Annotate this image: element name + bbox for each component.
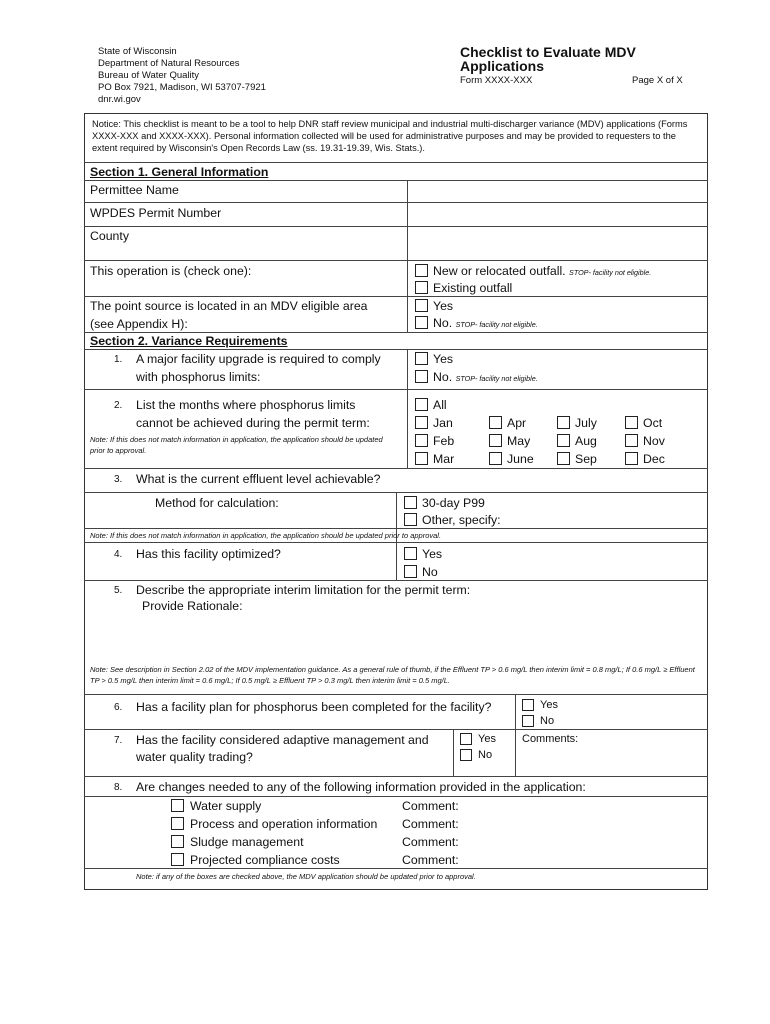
q8-note: Note: if any of the boxes are checked above, the MDV application should be updated prior to approval. bbox=[136, 872, 476, 881]
divider bbox=[84, 796, 708, 797]
agency-line: Department of Natural Resources bbox=[98, 58, 240, 69]
method-label: Method for calculation: bbox=[155, 496, 279, 510]
month-jun-label: June bbox=[507, 452, 534, 466]
q7-yes-checkbox[interactable] bbox=[460, 733, 472, 745]
permittee-name-field[interactable] bbox=[408, 181, 707, 202]
agency-line: PO Box 7921, Madison, WI 53707-7921 bbox=[98, 82, 266, 93]
yes-label: Yes bbox=[540, 699, 558, 711]
form-title: Checklist to Evaluate MDV Applications bbox=[460, 44, 636, 74]
new-outfall-checkbox[interactable] bbox=[415, 264, 428, 277]
divider bbox=[84, 468, 708, 469]
month-apr-label: Apr bbox=[507, 416, 527, 430]
no-label: No bbox=[478, 749, 493, 761]
q8-item-label: Water supply bbox=[190, 799, 262, 813]
agency-address-block bbox=[98, 46, 266, 106]
month-apr-checkbox[interactable] bbox=[489, 416, 502, 429]
q7-text-2: water quality trading? bbox=[136, 750, 253, 764]
water-supply-checkbox[interactable] bbox=[171, 799, 184, 812]
month-jan-checkbox[interactable] bbox=[415, 416, 428, 429]
month-may-checkbox[interactable] bbox=[489, 434, 502, 447]
month-aug-label: Aug bbox=[575, 434, 597, 448]
month-all-checkbox[interactable] bbox=[415, 398, 428, 411]
other-method-label: Other, specify: bbox=[422, 513, 501, 527]
no-label: No bbox=[422, 565, 438, 579]
divider bbox=[84, 776, 708, 777]
month-aug-checkbox[interactable] bbox=[557, 434, 570, 447]
question-number: 8. bbox=[114, 782, 123, 793]
point-source-label-2: (see Appendix H): bbox=[90, 317, 188, 331]
p99-checkbox[interactable] bbox=[404, 496, 417, 509]
rationale-field[interactable] bbox=[142, 616, 702, 660]
q5-text: Describe the appropriate interim limitation for the permit term: bbox=[136, 583, 471, 597]
agency-line: State of Wisconsin bbox=[98, 46, 177, 57]
divider bbox=[84, 349, 708, 350]
no-label: No. STOP- facility not eligible. bbox=[433, 316, 538, 330]
sludge-management-checkbox[interactable] bbox=[171, 835, 184, 848]
yes-label: Yes bbox=[478, 733, 496, 745]
other-method-checkbox[interactable] bbox=[404, 513, 417, 526]
month-dec-checkbox[interactable] bbox=[625, 452, 638, 465]
month-jan-label: Jan bbox=[433, 416, 453, 430]
permittee-name-label: Permittee Name bbox=[90, 183, 179, 197]
agency-line: dnr.wi.gov bbox=[98, 94, 141, 105]
q4-text: Has this facility optimized? bbox=[136, 547, 281, 561]
column-divider bbox=[407, 349, 408, 468]
notice-text: Notice: This checklist is meant to be a tool to help DNR staff review municipal and industrial multi-discharger variance (MDV) applications (Forms XXXX-XXX and XXXX-XXX). Personal information collected will be used for administrative purposes and may be provided to requesters to the extent required by Wisconsin's Open Records Law (ss. 19.31-19.39, Wis. Stats.). bbox=[92, 119, 688, 153]
month-sep-label: Sep bbox=[575, 452, 597, 466]
q2-text: List the months where phosphorus limits bbox=[136, 398, 356, 412]
month-nov-label: Nov bbox=[643, 434, 665, 448]
q4-yes-checkbox[interactable] bbox=[404, 547, 417, 560]
month-jul-checkbox[interactable] bbox=[557, 416, 570, 429]
p99-label: 30-day P99 bbox=[422, 496, 485, 510]
month-jun-checkbox[interactable] bbox=[489, 452, 502, 465]
month-mar-label: Mar bbox=[433, 452, 455, 466]
q1-text-2: with phosphorus limits: bbox=[136, 370, 261, 384]
q3-note: Note: If this does not match information in application, the application should be updated prior to approval. bbox=[90, 531, 442, 540]
divider bbox=[84, 260, 708, 261]
comment-label: Comment: bbox=[402, 853, 459, 867]
existing-outfall-label: Existing outfall bbox=[433, 281, 513, 295]
q8-item-label: Projected compliance costs bbox=[190, 853, 340, 867]
q7-comments-field[interactable] bbox=[518, 747, 706, 775]
q1-no-checkbox[interactable] bbox=[415, 370, 428, 383]
q2-text-2: cannot be achieved during the permit term: bbox=[136, 416, 370, 430]
divider bbox=[84, 296, 708, 297]
divider bbox=[84, 162, 708, 163]
q1-yes-checkbox[interactable] bbox=[415, 352, 428, 365]
no-label: No. STOP- facility not eligible. bbox=[433, 370, 538, 384]
process-operation-checkbox[interactable] bbox=[171, 817, 184, 830]
q1-text: A major facility upgrade is required to comply bbox=[136, 352, 381, 366]
divider bbox=[84, 868, 708, 869]
month-sep-checkbox[interactable] bbox=[557, 452, 570, 465]
month-jul-label: July bbox=[575, 416, 597, 430]
q6-yes-checkbox[interactable] bbox=[522, 699, 534, 711]
month-oct-checkbox[interactable] bbox=[625, 416, 638, 429]
compliance-costs-checkbox[interactable] bbox=[171, 853, 184, 866]
divider bbox=[84, 729, 708, 730]
q8-item-label: Process and operation information bbox=[190, 817, 378, 831]
comment-label: Comment: bbox=[402, 799, 459, 813]
month-feb-label: Feb bbox=[433, 434, 455, 448]
wpdes-permit-label: WPDES Permit Number bbox=[90, 206, 222, 220]
yes-label: Yes bbox=[433, 299, 454, 313]
month-oct-label: Oct bbox=[643, 416, 663, 430]
q4-no-checkbox[interactable] bbox=[404, 565, 417, 578]
divider bbox=[84, 580, 708, 581]
column-divider bbox=[453, 729, 454, 776]
county-label: County bbox=[90, 229, 129, 243]
section-1-title: Section 1. General Information bbox=[90, 165, 269, 179]
q5-note: Note: See description in Section 2.02 of the MDV implementation guidance. As a general rule of thumb, if the Effluent TP > 0.6 mg/L then interim limit = 0.8 mg/L; If 0.6 mg/L ≥ Effluent TP > 0.5 mg/L then interim limit = 0.6 mg/L; If 0.5 mg/L ≥ Effluent TP > 0.3 mg/L then interim limit = 0.5 mg/L. bbox=[90, 665, 695, 685]
eligible-area-no-checkbox[interactable] bbox=[415, 316, 428, 329]
column-divider bbox=[515, 694, 516, 776]
wpdes-permit-field[interactable] bbox=[408, 203, 707, 226]
point-source-label: The point source is located in an MDV eligible area bbox=[90, 299, 368, 313]
q7-text: Has the facility considered adaptive management and bbox=[136, 733, 429, 747]
month-nov-checkbox[interactable] bbox=[625, 434, 638, 447]
month-may-label: May bbox=[507, 434, 531, 448]
month-dec-label: Dec bbox=[643, 452, 665, 466]
comments-label: Comments: bbox=[522, 733, 579, 745]
question-number: 6. bbox=[114, 702, 123, 713]
month-feb-checkbox[interactable] bbox=[415, 434, 428, 447]
question-number: 1. bbox=[114, 354, 123, 365]
question-number: 3. bbox=[114, 474, 123, 485]
page-indicator: Page X of X bbox=[632, 75, 683, 86]
q8-item-label: Sludge management bbox=[190, 835, 304, 849]
month-mar-checkbox[interactable] bbox=[415, 452, 428, 465]
question-number: 4. bbox=[114, 549, 123, 560]
divider bbox=[84, 332, 708, 333]
question-number: 7. bbox=[114, 735, 123, 746]
question-number: 5. bbox=[114, 585, 123, 596]
eligible-area-yes-checkbox[interactable] bbox=[415, 299, 428, 312]
agency-line: Bureau of Water Quality bbox=[98, 70, 200, 81]
comment-label: Comment: bbox=[402, 817, 459, 831]
q6-no-checkbox[interactable] bbox=[522, 715, 534, 727]
q3-text: What is the current effluent level achievable? bbox=[136, 472, 381, 486]
q8-text: Are changes needed to any of the following information provided in the application: bbox=[136, 780, 586, 794]
new-outfall-label: New or relocated outfall. STOP- facility not eligible. bbox=[433, 264, 652, 278]
month-all-label: All bbox=[433, 398, 447, 412]
divider bbox=[84, 694, 708, 695]
divider bbox=[84, 389, 708, 390]
yes-label: Yes bbox=[422, 547, 443, 561]
q7-no-checkbox[interactable] bbox=[460, 749, 472, 761]
comment-label: Comment: bbox=[402, 835, 459, 849]
q2-note: Note: If this does not match information in application, the application should be updated prior to approval. bbox=[90, 435, 383, 455]
county-field[interactable] bbox=[408, 227, 707, 260]
yes-label: Yes bbox=[433, 352, 454, 366]
no-label: No bbox=[540, 715, 555, 727]
existing-outfall-checkbox[interactable] bbox=[415, 281, 428, 294]
q5-rationale-label: Provide Rationale: bbox=[142, 599, 243, 613]
question-number: 2. bbox=[114, 400, 123, 411]
operation-label: This operation is (check one): bbox=[90, 264, 252, 278]
q6-text: Has a facility plan for phosphorus been completed for the facility? bbox=[136, 700, 492, 714]
section-2-title: Section 2. Variance Requirements bbox=[90, 334, 288, 348]
form-number: Form XXXX-XXX bbox=[460, 75, 533, 86]
